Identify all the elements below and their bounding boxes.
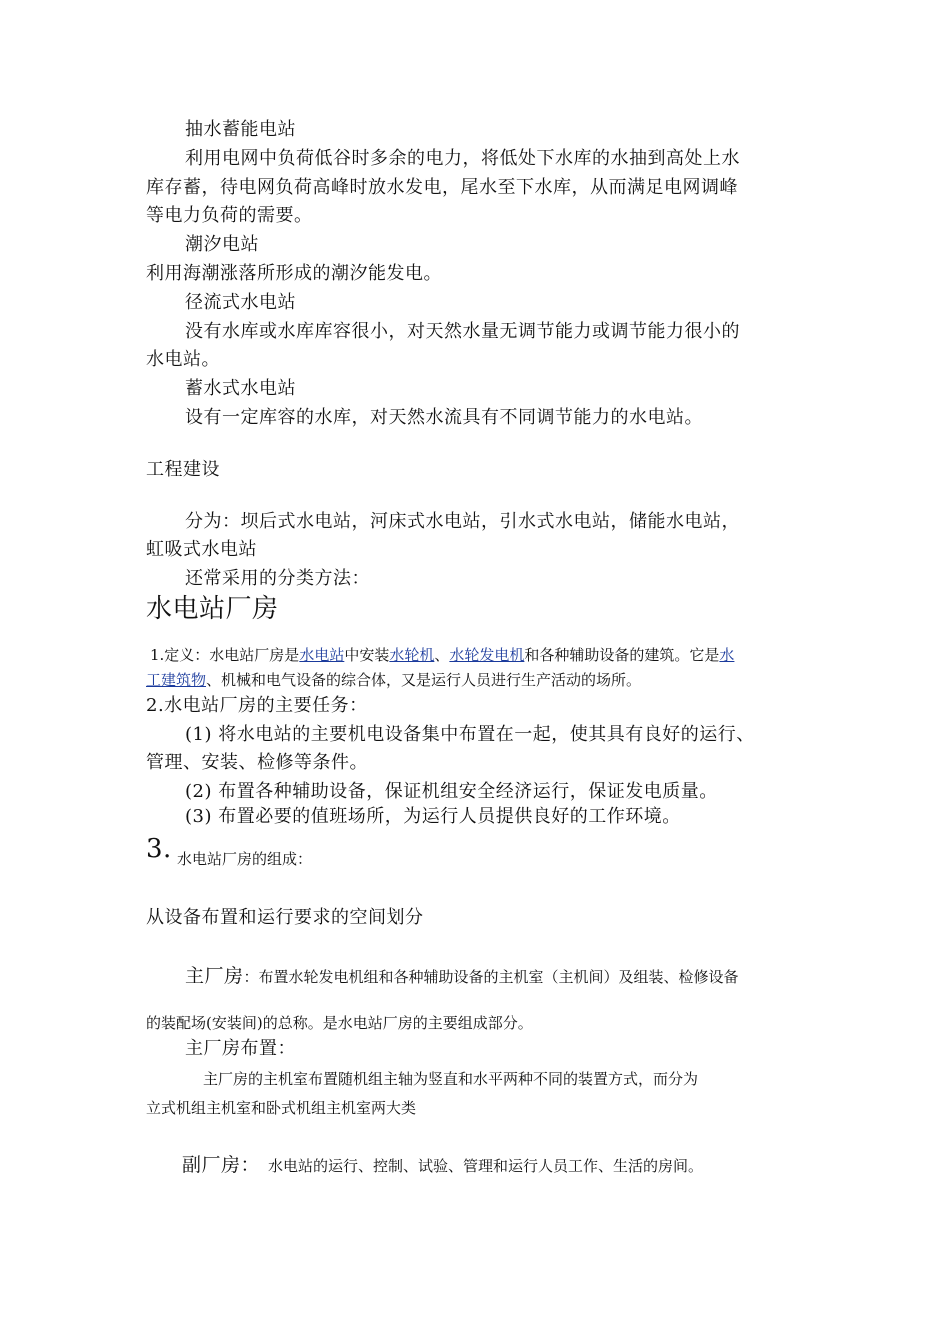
link-hydraulic-structure[interactable]: 水 — [719, 646, 735, 664]
para-line: 虹吸式水电站 — [146, 539, 257, 560]
def-text: 、 — [434, 646, 450, 664]
heading-run-of-river: 径流式水电站 — [185, 292, 296, 313]
link-turbine[interactable]: 水轮机 — [389, 646, 435, 664]
tasks-heading: 2.水电站厂房的主要任务： — [146, 695, 368, 716]
definition-line-2 — [146, 667, 641, 693]
para-line: 利用海潮涨落所形成的潮汐能发电。 — [146, 263, 442, 284]
definition-line-1 — [150, 642, 734, 668]
para-line: 设有一定库容的水库，对天然水流具有不同调节能力的水电站。 — [185, 407, 703, 428]
para-line: 水电站。 — [146, 349, 220, 370]
task-item: (2) 布置各种辅助设备，保证机组安全经济运行，保证发电质量。 — [185, 781, 718, 802]
heading-construction: 工程建设 — [146, 459, 220, 480]
heading-tidal: 潮汐电站 — [185, 234, 259, 255]
heading-pumped-storage: 抽水蓄能电站 — [185, 119, 296, 140]
title-powerhouse: 水电站厂房 — [146, 594, 279, 624]
composition-label: 水电站厂房的组成： — [177, 850, 313, 868]
composition-number: 3. — [146, 834, 172, 864]
def-text: 1.定义：水电站厂房是 — [150, 646, 300, 664]
para-line: 利用电网中负荷低谷时多余的电力，将低处下水库的水抽到高处上水 — [185, 148, 740, 169]
def-text: 和各种辅助设备的建筑。它是 — [524, 646, 720, 664]
link-hydraulic-structure[interactable]: 工建筑物 — [146, 671, 207, 689]
main-powerhouse-text: ：布置水轮发电机组和各种辅助设备的主机室（主机间）及组装、检修设备 — [243, 968, 739, 986]
space-division-heading: 从设备布置和运行要求的空间划分 — [146, 907, 424, 928]
def-text: 、机械和电气设备的综合体，又是运行人员进行生产活动的场所。 — [206, 671, 642, 689]
para-line: 还常采用的分类方法： — [185, 568, 370, 589]
aux-powerhouse-label: 副厂房： — [182, 1154, 261, 1176]
para-line: 等电力负荷的需要。 — [146, 205, 313, 226]
aux-powerhouse-text: 水电站的运行、控制、试验、管理和运行人员工作、生活的房间。 — [268, 1157, 704, 1175]
aux-powerhouse-line — [182, 1151, 703, 1180]
task-item: (1) 将水电站的主要机电设备集中布置在一起，使其具有良好的运行、 — [185, 724, 755, 745]
task-item: 管理、安装、检修等条件。 — [146, 752, 368, 773]
para-line: 分为：坝后式水电站，河床式水电站，引水式水电站，储能水电站， — [185, 511, 740, 532]
task-item: (3) 布置必要的值班场所，为运行人员提供良好的工作环境。 — [185, 806, 681, 827]
main-layout-label: 主厂房布置： — [185, 1038, 296, 1059]
heading-storage: 蓄水式水电站 — [185, 378, 296, 399]
link-generator[interactable]: 水轮发电机 — [449, 646, 525, 664]
def-text: 中安装 — [344, 646, 390, 664]
layout-text: 主厂房的主机室布置随机组主轴为竖直和水平两种不同的装置方式，而分为 — [203, 1070, 699, 1088]
link-hydropower-station[interactable]: 水电站 — [299, 646, 345, 664]
para-line: 没有水库或水库库容很小，对天然水量无调节能力或调节能力很小的 — [185, 321, 740, 342]
main-powerhouse-label: 主厂房 — [185, 965, 244, 987]
main-powerhouse-text-2: 的装配场(安装间)的总称。是水电站厂房的主要组成部分。 — [146, 1014, 533, 1032]
para-line: 库存蓄，待电网负荷高峰时放水发电，尾水至下水库，从而满足电网调峰 — [146, 177, 738, 198]
main-powerhouse-line — [185, 962, 739, 991]
layout-text: 立式机组主机室和卧式机组主机室两大类 — [146, 1099, 417, 1117]
